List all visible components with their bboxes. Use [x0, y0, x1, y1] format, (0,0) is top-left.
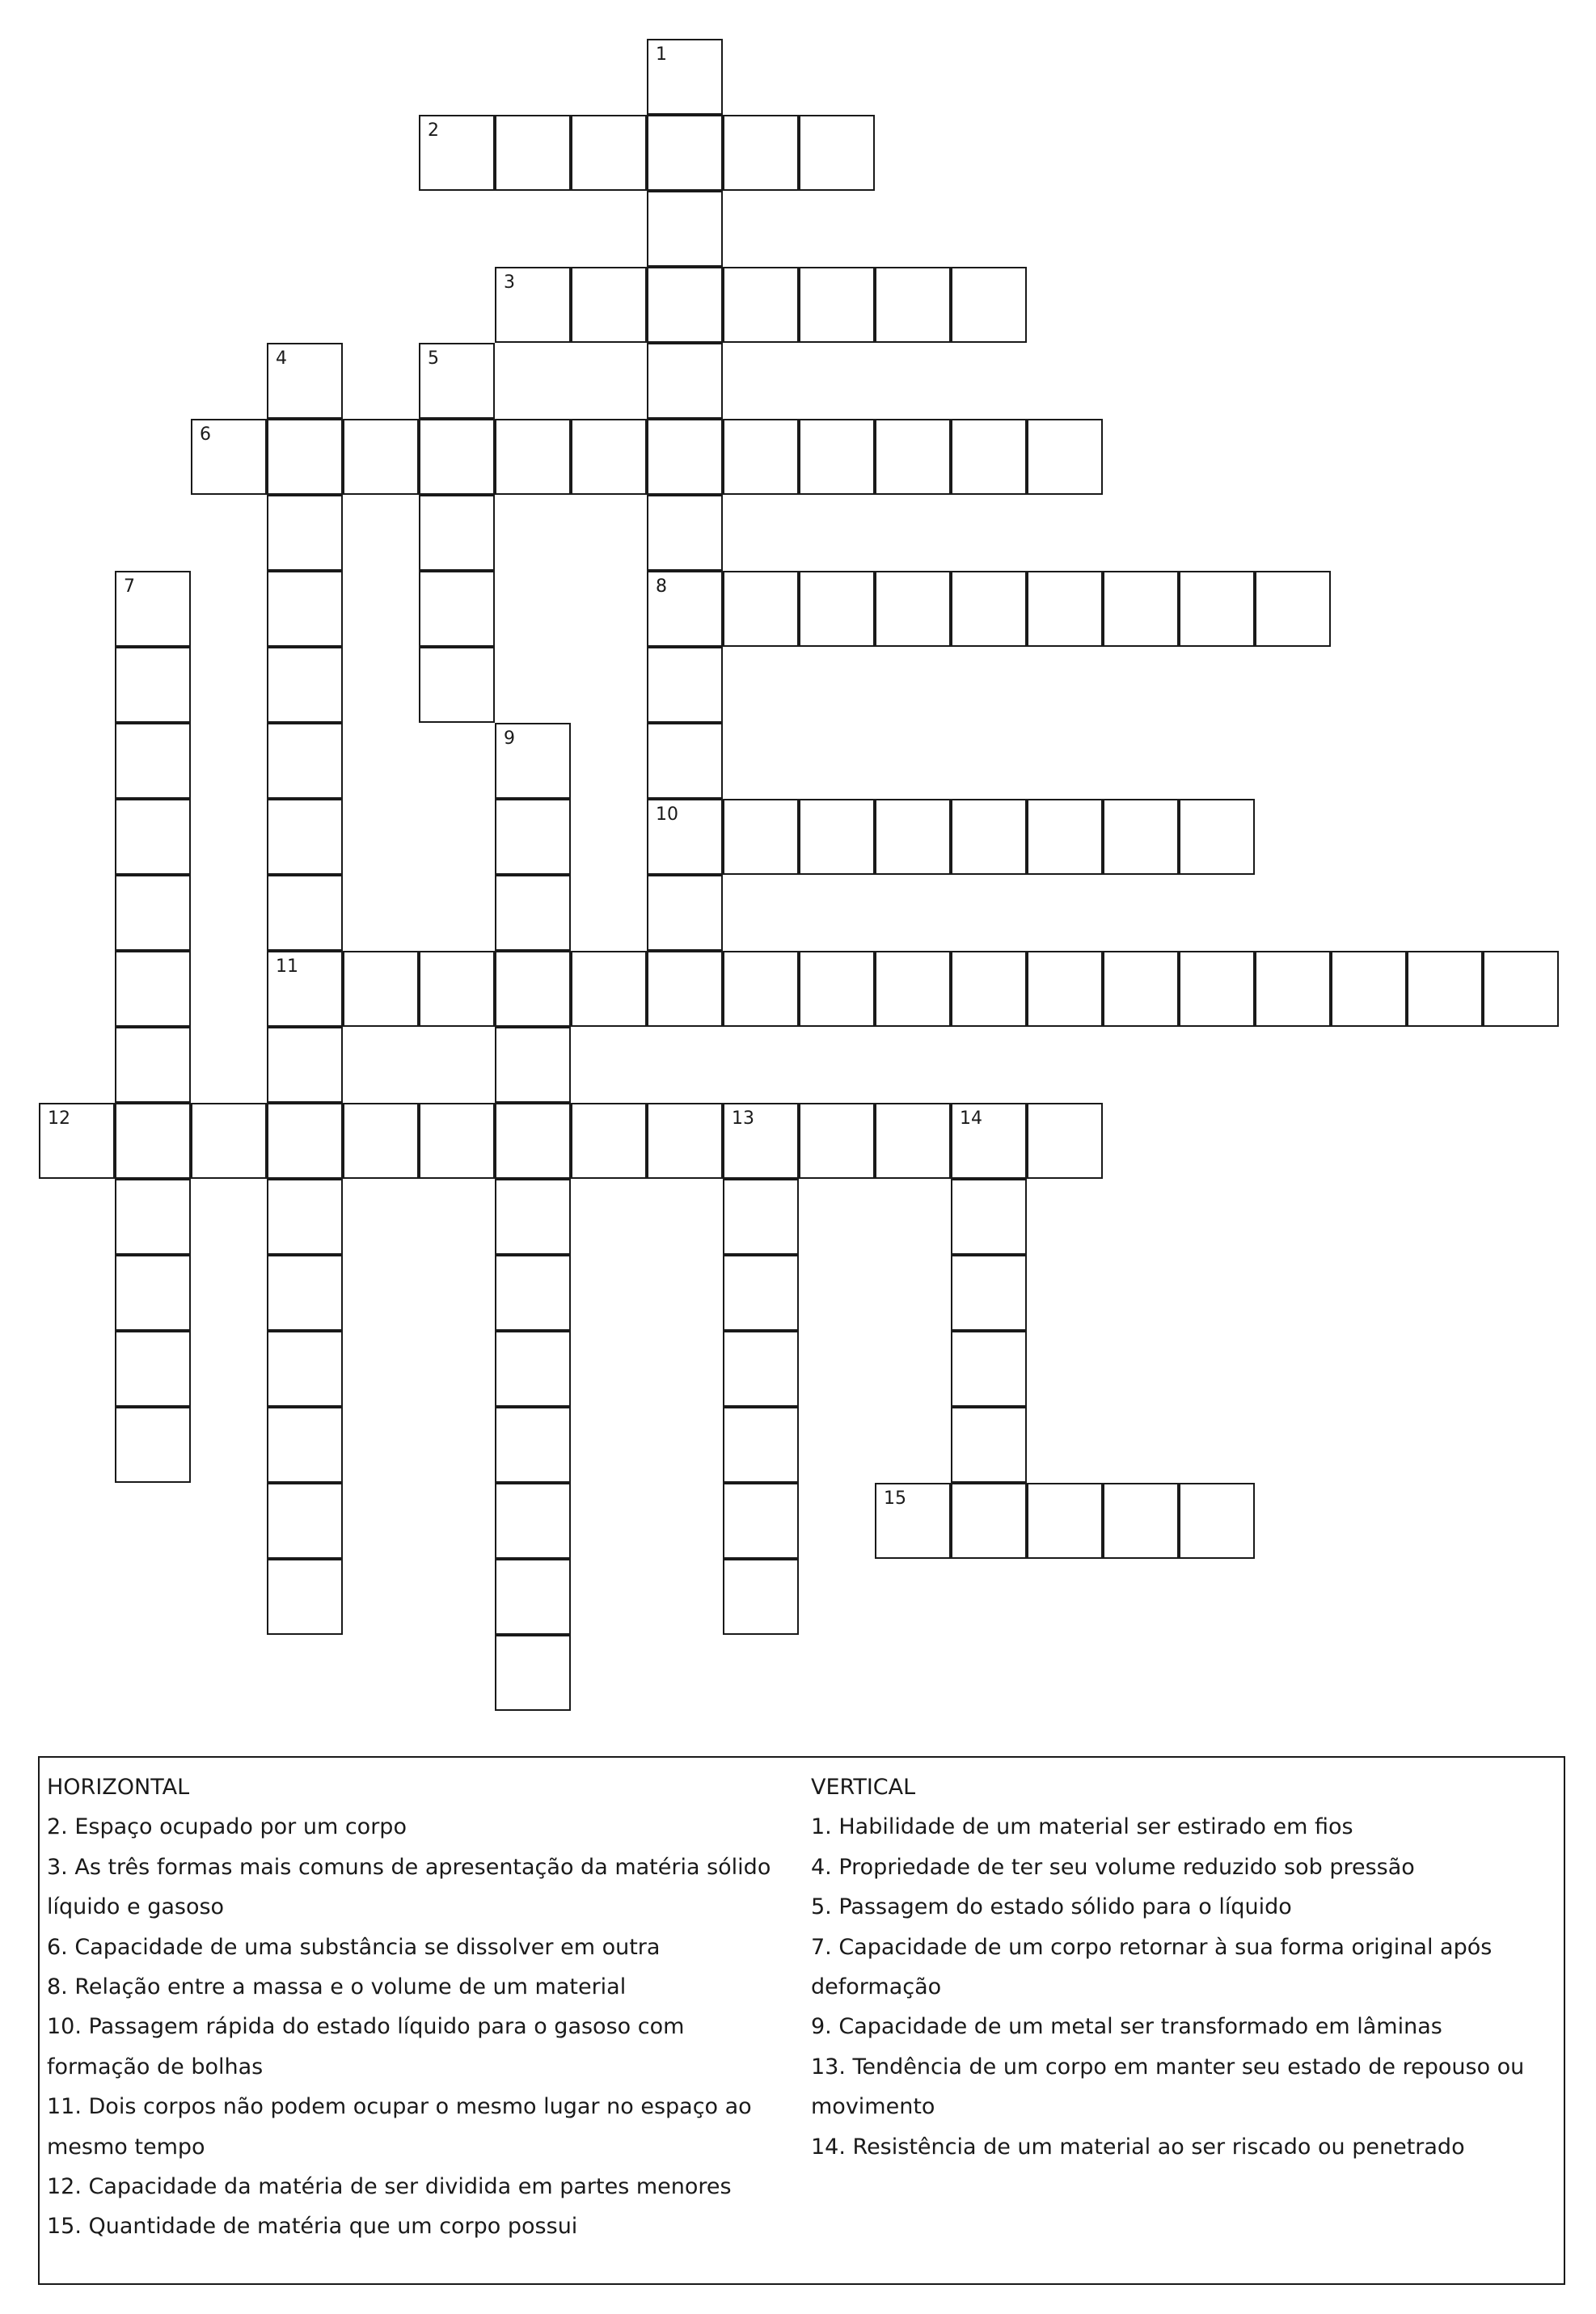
crossword-cell[interactable] — [1103, 571, 1179, 647]
crossword-cell[interactable] — [723, 1331, 799, 1407]
crossword-cell[interactable] — [723, 1559, 799, 1635]
clue-across-8: 8. Relação entre a massa e o volume de um material — [47, 1974, 627, 2000]
clue-number: 8 — [656, 576, 667, 597]
clue-number: 12 — [48, 1108, 70, 1129]
crossword-cell[interactable] — [115, 1407, 191, 1483]
crossword-cell[interactable] — [191, 1103, 267, 1179]
crossword-cell[interactable] — [647, 267, 723, 343]
crossword-cell[interactable] — [419, 647, 495, 723]
clue-number: 5 — [428, 348, 439, 369]
crossword-cell[interactable] — [951, 419, 1027, 495]
crossword-cell[interactable] — [267, 1559, 343, 1635]
clue-number: 3 — [504, 272, 515, 293]
crossword-cell[interactable] — [495, 875, 571, 951]
crossword-cell[interactable] — [647, 647, 723, 723]
crossword-cell[interactable] — [495, 1103, 571, 1179]
crossword-cell[interactable] — [875, 951, 951, 1027]
crossword-cell[interactable] — [267, 571, 343, 647]
crossword-cell[interactable] — [115, 1179, 191, 1255]
clue-down-1: 1. Habilidade de um material ser estirado em fios — [811, 1814, 1353, 1840]
clue-number: 1 — [656, 44, 667, 65]
clue-number: 9 — [504, 728, 515, 749]
clue-across-12: 12. Capacidade da matéria de ser dividida em partes menores — [47, 2174, 732, 2200]
vertical-heading: VERTICAL — [811, 1775, 916, 1800]
crossword-cell[interactable] — [951, 1483, 1027, 1559]
crossword-cell[interactable] — [951, 1255, 1027, 1331]
crossword-cell[interactable] — [1027, 419, 1103, 495]
crossword-cell[interactable] — [571, 951, 647, 1027]
clue-across-10: 10. Passagem rápida do estado líquido para o gasoso com formação de bolhas — [47, 2014, 685, 2080]
clue-number: 11 — [276, 956, 298, 977]
crossword-cell[interactable] — [647, 723, 723, 799]
clue-down-9: 9. Capacidade de um metal ser transformado em lâminas — [811, 2014, 1442, 2040]
crossword-cell[interactable] — [1027, 799, 1103, 875]
crossword-cell[interactable] — [419, 343, 495, 419]
clue-down-14: 14. Resistência de um material ao ser riscado ou penetrado — [811, 2134, 1465, 2160]
crossword-cell[interactable] — [1027, 1103, 1103, 1179]
crossword-cell[interactable] — [419, 1103, 495, 1179]
crossword-cell[interactable] — [875, 1483, 951, 1559]
crossword-cell[interactable] — [799, 799, 875, 875]
crossword-cell[interactable] — [343, 419, 419, 495]
crossword-cell[interactable] — [647, 875, 723, 951]
crossword-cell[interactable] — [495, 1559, 571, 1635]
crossword-cell[interactable] — [647, 343, 723, 419]
crossword-cell[interactable] — [1103, 951, 1179, 1027]
clue-number: 13 — [732, 1108, 754, 1129]
clue-number: 7 — [124, 576, 135, 597]
crossword-cell[interactable] — [419, 951, 495, 1027]
crossword-cell[interactable] — [571, 115, 647, 191]
crossword-cell[interactable] — [571, 419, 647, 495]
crossword-cell[interactable] — [267, 1255, 343, 1331]
clue-across-3: 3. As três formas mais comuns de apresentação da matéria sólido líquido e gasoso — [47, 1854, 771, 1920]
clue-number: 4 — [276, 348, 287, 369]
clue-down-13: 13. Tendência de um corpo em manter seu estado de repouso ou movimento — [811, 2054, 1525, 2120]
crossword-cell[interactable] — [799, 951, 875, 1027]
crossword-cell[interactable] — [343, 951, 419, 1027]
crossword-cell[interactable] — [115, 875, 191, 951]
crossword-cell[interactable] — [1331, 951, 1407, 1027]
crossword-cell[interactable] — [1179, 571, 1255, 647]
crossword-cell[interactable] — [875, 799, 951, 875]
crossword-cell[interactable] — [1483, 951, 1559, 1027]
crossword-cell[interactable] — [115, 647, 191, 723]
crossword-cell[interactable] — [647, 191, 723, 267]
crossword-cell[interactable] — [115, 1255, 191, 1331]
crossword-cell[interactable] — [723, 1407, 799, 1483]
crossword-cell[interactable] — [343, 1103, 419, 1179]
crossword-cell[interactable] — [723, 571, 799, 647]
crossword-cell[interactable] — [647, 115, 723, 191]
crossword-cell[interactable] — [647, 419, 723, 495]
crossword-cell[interactable] — [647, 571, 723, 647]
clue-down-4: 4. Propriedade de ter seu volume reduzido sob pressão — [811, 1854, 1415, 1880]
crossword-cell[interactable] — [1179, 1483, 1255, 1559]
crossword-cell[interactable] — [495, 1483, 571, 1559]
clue-down-5: 5. Passagem do estado sólido para o líquido — [811, 1894, 1292, 1920]
crossword-cell[interactable] — [571, 1103, 647, 1179]
crossword-cell[interactable] — [799, 419, 875, 495]
horizontal-heading: HORIZONTAL — [47, 1775, 190, 1800]
crossword-cell[interactable] — [951, 571, 1027, 647]
clue-number: 2 — [428, 120, 439, 141]
crossword-cell[interactable] — [39, 1103, 115, 1179]
crossword-cell[interactable] — [1255, 951, 1331, 1027]
crossword-cell[interactable] — [495, 1331, 571, 1407]
crossword-cell[interactable] — [951, 1331, 1027, 1407]
crossword-cell[interactable] — [419, 571, 495, 647]
crossword-cell[interactable] — [115, 1103, 191, 1179]
crossword-cell[interactable] — [267, 1331, 343, 1407]
crossword-cell[interactable] — [799, 267, 875, 343]
crossword-cell[interactable] — [267, 1483, 343, 1559]
crossword-cell[interactable] — [799, 571, 875, 647]
clue-across-2: 2. Espaço ocupado por um corpo — [47, 1814, 407, 1840]
crossword-cell[interactable] — [495, 1635, 571, 1711]
vertical-clues — [811, 1767, 1555, 2167]
crossword-cell[interactable] — [267, 799, 343, 875]
crossword-cell[interactable] — [875, 419, 951, 495]
crossword-cell[interactable] — [1255, 571, 1331, 647]
clue-number: 14 — [960, 1108, 982, 1129]
crossword-cell[interactable] — [267, 419, 343, 495]
crossword-cell[interactable] — [723, 1483, 799, 1559]
crossword-cell[interactable] — [495, 1255, 571, 1331]
crossword-cell[interactable] — [647, 1103, 723, 1179]
horizontal-clues — [47, 1767, 791, 2247]
crossword-cell[interactable] — [115, 951, 191, 1027]
crossword-cell[interactable] — [495, 1179, 571, 1255]
crossword-cell[interactable] — [571, 267, 647, 343]
crossword-cell[interactable] — [1027, 951, 1103, 1027]
crossword-cell[interactable] — [267, 723, 343, 799]
crossword-cell[interactable] — [191, 419, 267, 495]
crossword-cell[interactable] — [723, 267, 799, 343]
crossword-cell[interactable] — [875, 267, 951, 343]
crossword-cell[interactable] — [1407, 951, 1483, 1027]
crossword-cell[interactable] — [495, 951, 571, 1027]
crossword-cell[interactable] — [267, 343, 343, 419]
crossword-cell[interactable] — [419, 419, 495, 495]
crossword-cell[interactable] — [723, 951, 799, 1027]
crossword-cell[interactable] — [495, 1407, 571, 1483]
crossword-cell[interactable] — [115, 571, 191, 647]
crossword-cell[interactable] — [267, 1179, 343, 1255]
clue-across-15: 15. Quantidade de matéria que um corpo possui — [47, 2214, 578, 2240]
crossword-cell[interactable] — [1179, 799, 1255, 875]
crossword-cell[interactable] — [723, 419, 799, 495]
crossword-cell[interactable] — [115, 799, 191, 875]
crossword-cell[interactable] — [875, 1103, 951, 1179]
crossword-cell[interactable] — [495, 1027, 571, 1103]
crossword-cell[interactable] — [495, 115, 571, 191]
crossword-cell[interactable] — [267, 1407, 343, 1483]
crossword-cell[interactable] — [495, 799, 571, 875]
crossword-cell[interactable] — [419, 495, 495, 571]
crossword-cell[interactable] — [723, 1179, 799, 1255]
crossword-cell[interactable] — [267, 1103, 343, 1179]
crossword-cell[interactable] — [799, 115, 875, 191]
crossword-cell[interactable] — [951, 267, 1027, 343]
crossword-cell[interactable] — [951, 1103, 1027, 1179]
crossword-cell[interactable] — [647, 799, 723, 875]
crossword-cell[interactable] — [647, 39, 723, 115]
clue-down-7: 7. Capacidade de um corpo retornar à sua forma original após deformação — [811, 1934, 1493, 2000]
crossword-cell[interactable] — [267, 951, 343, 1027]
crossword-cell[interactable] — [951, 1407, 1027, 1483]
crossword-cell[interactable] — [1027, 571, 1103, 647]
crossword-cell[interactable] — [1179, 951, 1255, 1027]
clue-number: 15 — [884, 1488, 906, 1509]
crossword-cell[interactable] — [799, 1103, 875, 1179]
crossword-cell[interactable] — [115, 1331, 191, 1407]
crossword-cell[interactable] — [115, 1027, 191, 1103]
crossword-cell[interactable] — [951, 951, 1027, 1027]
clue-across-11: 11. Dois corpos não podem ocupar o mesmo lugar no espaço ao mesmo tempo — [47, 2094, 752, 2160]
clue-number: 6 — [200, 424, 211, 445]
crossword-cell[interactable] — [267, 495, 343, 571]
crossword-cell[interactable] — [1103, 1483, 1179, 1559]
crossword-cell[interactable] — [1103, 799, 1179, 875]
crossword-cell[interactable] — [495, 723, 571, 799]
crossword-cell[interactable] — [115, 723, 191, 799]
crossword-cell[interactable] — [267, 1027, 343, 1103]
crossword-cell[interactable] — [723, 115, 799, 191]
crossword-cell[interactable] — [951, 1179, 1027, 1255]
crossword-cell[interactable] — [267, 647, 343, 723]
crossword-cell[interactable] — [723, 1103, 799, 1179]
crossword-cell[interactable] — [267, 875, 343, 951]
crossword-cell[interactable] — [647, 951, 723, 1027]
crossword-cell[interactable] — [723, 1255, 799, 1331]
clues-box — [38, 1756, 1565, 2285]
crossword-cell[interactable] — [723, 799, 799, 875]
crossword-cell[interactable] — [1027, 1483, 1103, 1559]
crossword-cell[interactable] — [495, 267, 571, 343]
crossword-cell[interactable] — [419, 115, 495, 191]
crossword-cell[interactable] — [495, 419, 571, 495]
clue-across-6: 6. Capacidade de uma substância se dissolver em outra — [47, 1934, 661, 1960]
crossword-cell[interactable] — [875, 571, 951, 647]
crossword-cell[interactable] — [951, 799, 1027, 875]
clue-number: 10 — [656, 804, 678, 825]
crossword-cell[interactable] — [647, 495, 723, 571]
